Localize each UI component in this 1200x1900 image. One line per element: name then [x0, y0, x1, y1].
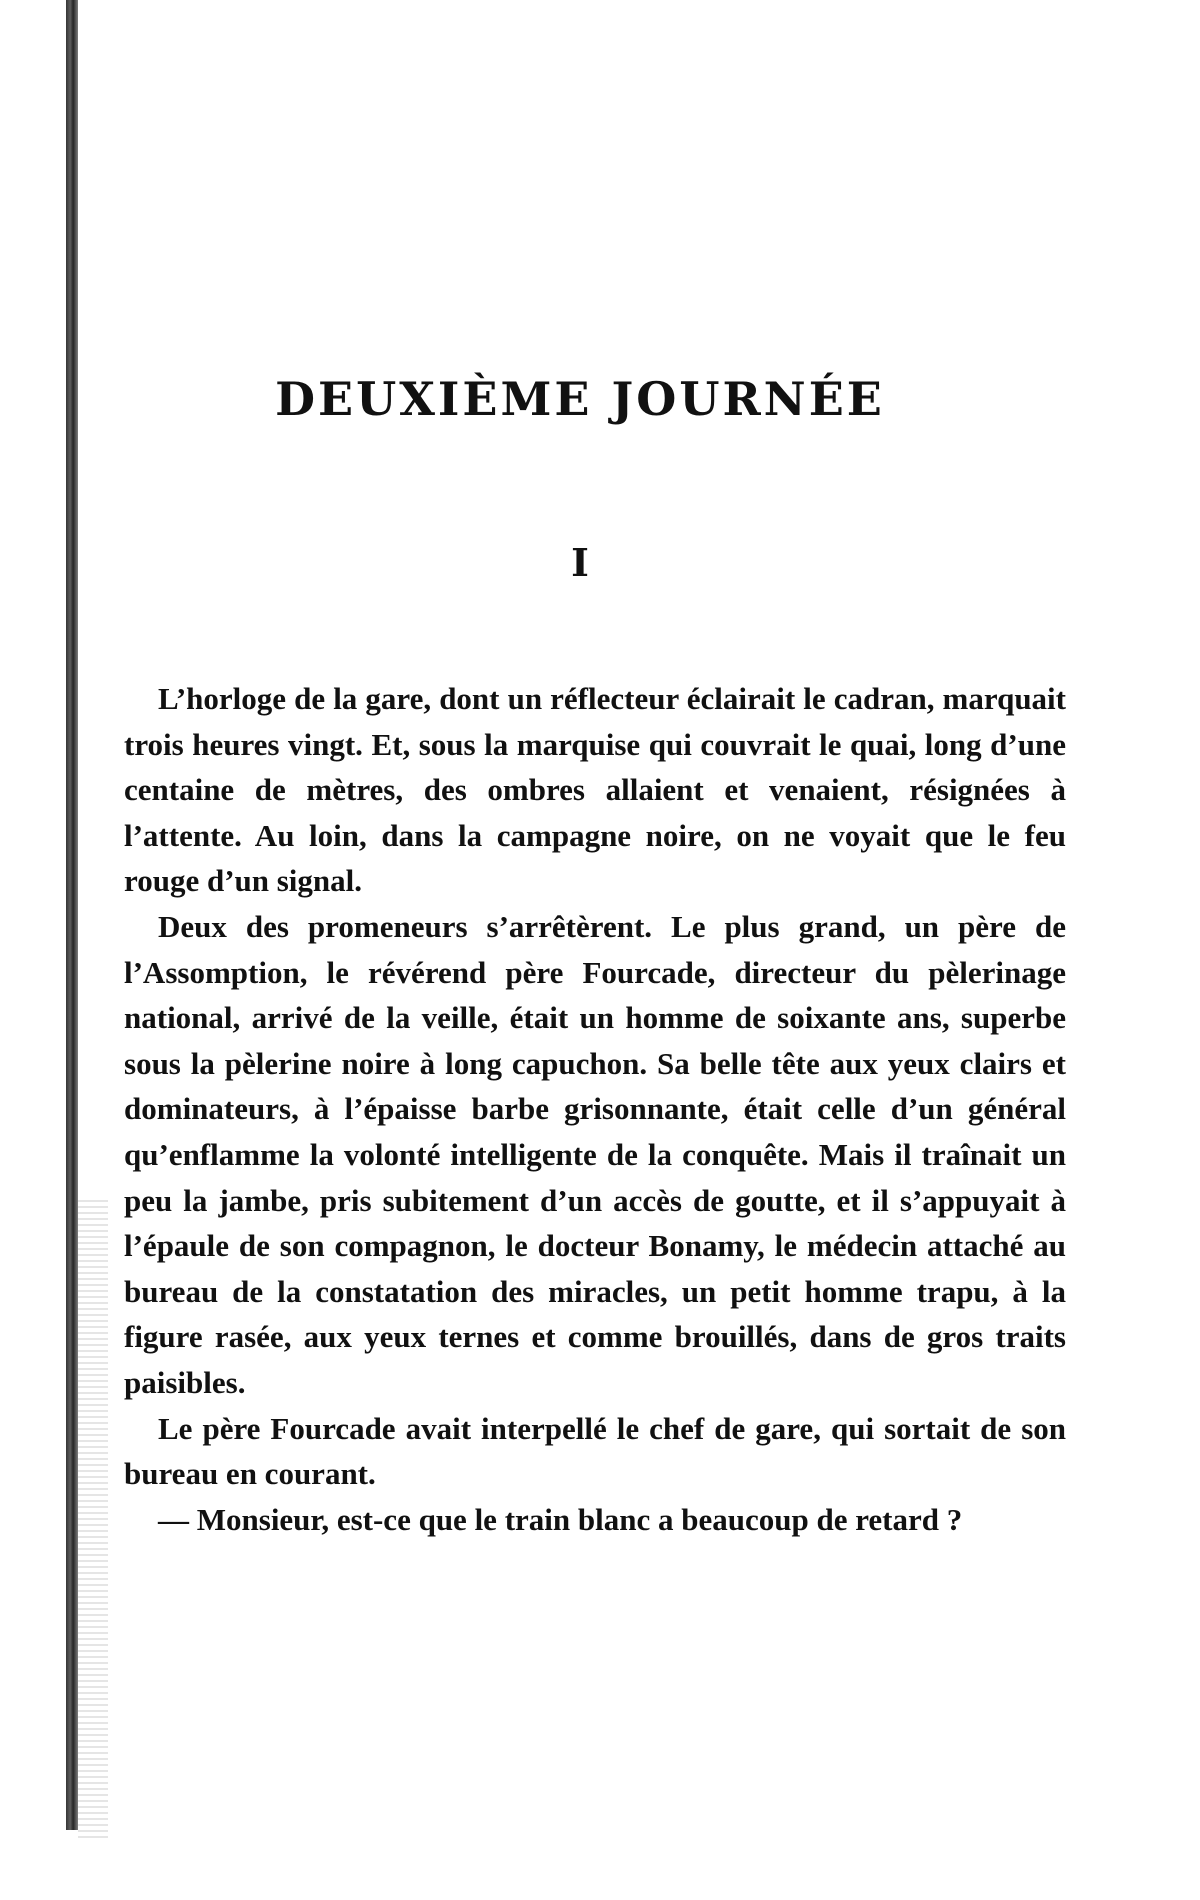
paragraph: L’horloge de la gare, dont un réflecteur éclairait le cadran, marquait trois heures vingt. Et, sous la marquise qui couvrait le quai, long d’une centaine de mètres, des ombres allaient et venaient, résignées à l’attente. Au loin, dans la campagne noire, on ne voyait que le feu rouge d’un signal.	[124, 681, 1066, 899]
body-text	[124, 676, 1066, 1542]
paragraph: Deux des promeneurs s’arrêtèrent. Le plus grand, un père de l’Assomption, le révérend père Fourcade, directeur du pèlerinage national, arrivé de la veille, était un homme de soixante ans, superbe sous la pèlerine noire à long capuchon. Sa belle tête aux yeux clairs et dominateurs, à l’épaisse barbe grisonnante, était celle d’un général qu’enflamme la volonté intelligente de la conquête. Mais il traînait un peu la jambe, pris subitement d’un accès de goutte, et il s’appuyait à l’épaule de son compagnon, le docteur Bonamy, le médecin attaché au bureau de la constatation des miracles, un petit homme trapu, à la figure rasée, aux yeux ternes et comme brouillés, dans de gros traits paisibles.	[124, 908, 1066, 1400]
section-heading: DEUXIÈME JOURNÉE	[275, 372, 885, 426]
page-binding-edge	[66, 0, 78, 1830]
binding-shadow	[78, 1200, 108, 1840]
chapter-number: I	[571, 540, 589, 585]
paragraph: Le père Fourcade avait interpellé le chef de gare, qui sortait de son bureau en courant.	[124, 1410, 1066, 1492]
paragraph: — Monsieur, est-ce que le train blanc a beaucoup de retard ?	[158, 1501, 963, 1537]
